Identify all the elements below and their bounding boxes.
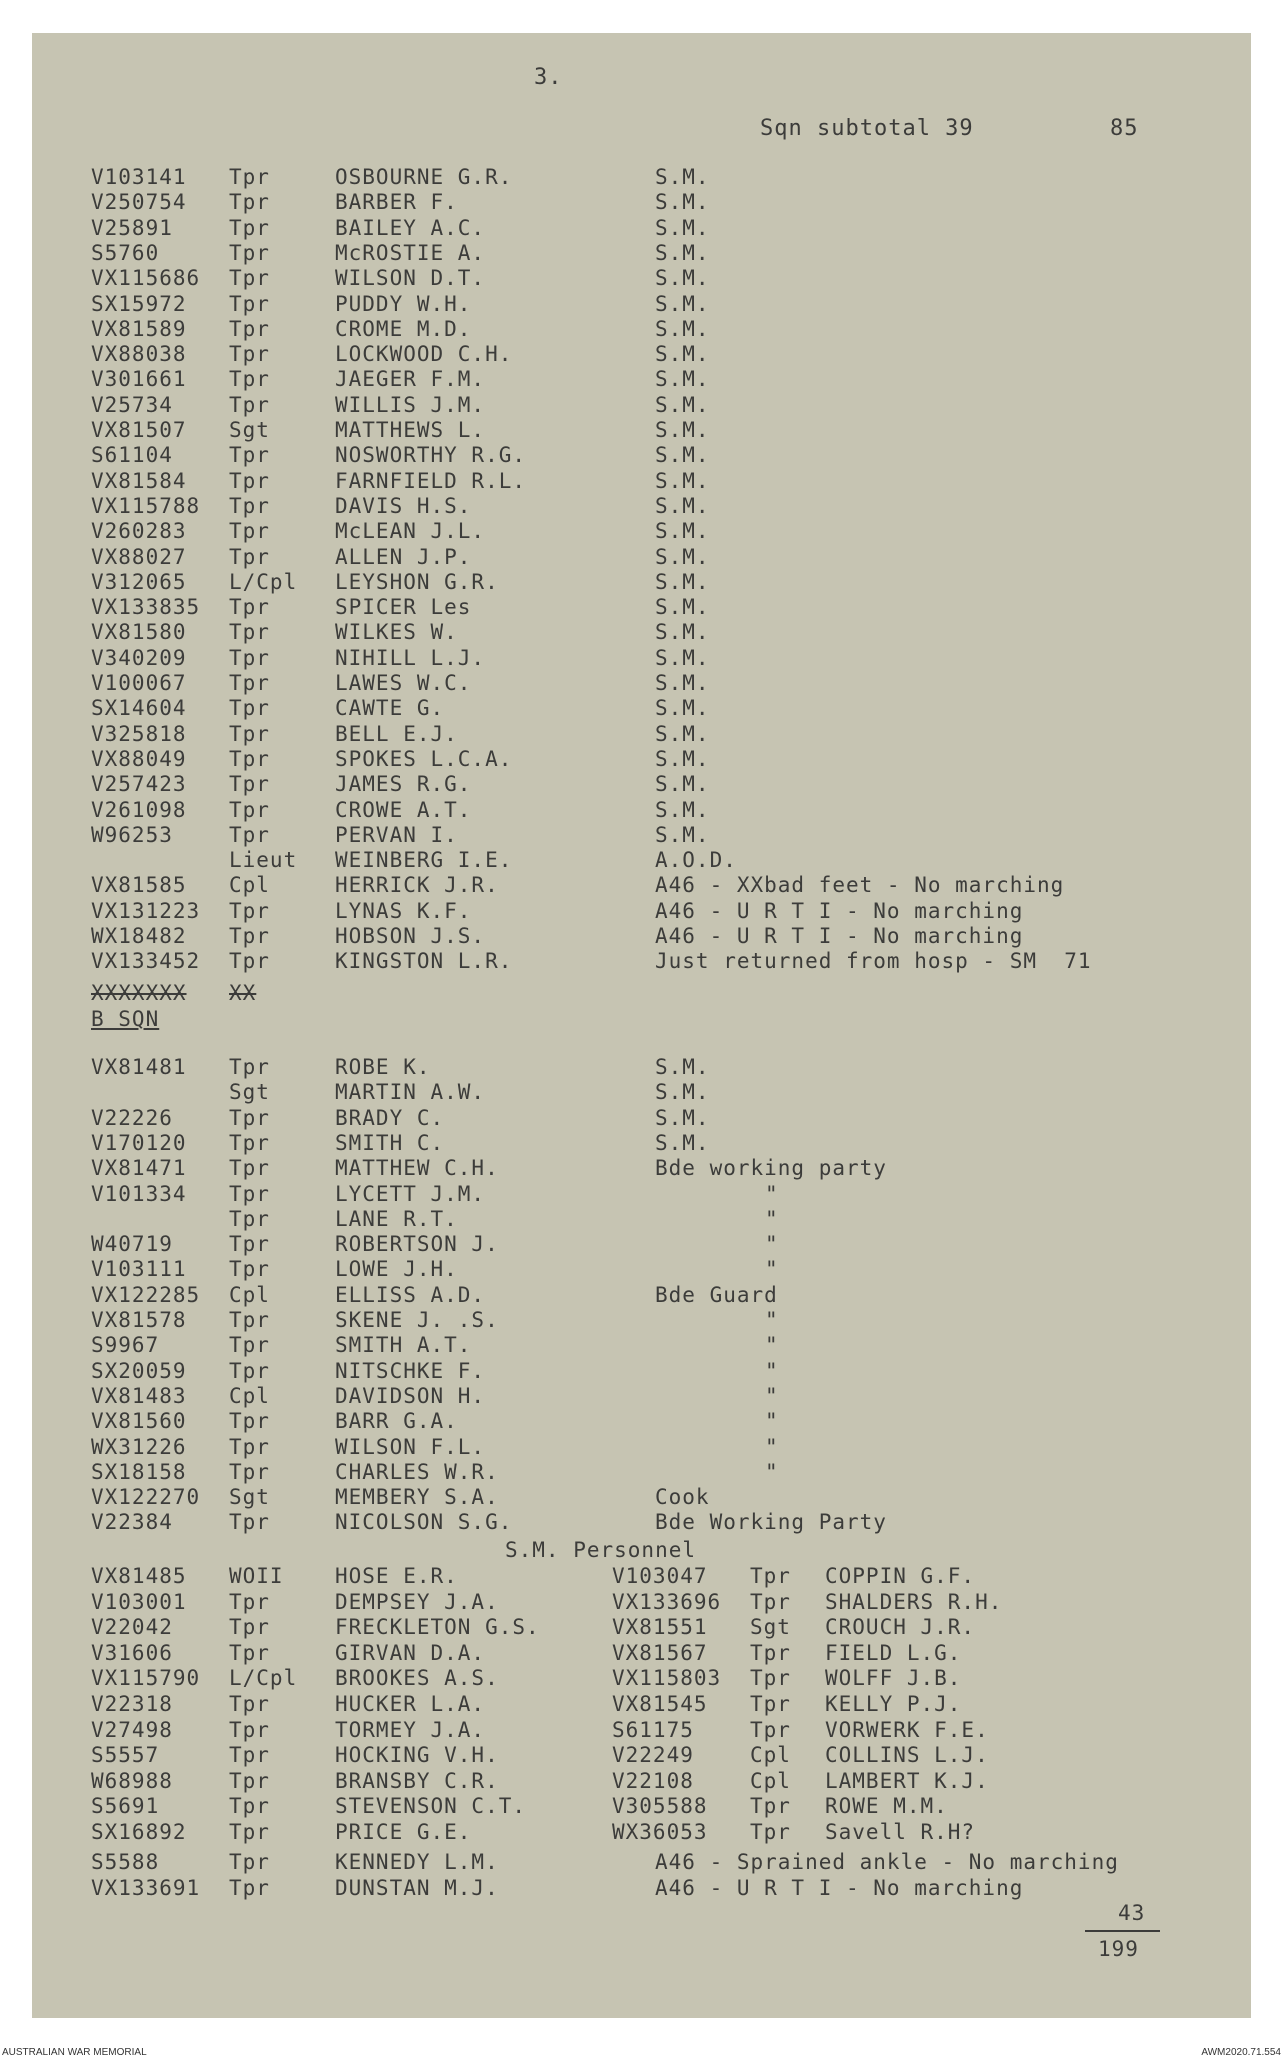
rank: Tpr	[750, 1564, 791, 1588]
service-number: V325818	[91, 721, 187, 746]
rank: Tpr	[229, 1640, 270, 1665]
soldier-name: PRICE G.E.	[335, 1820, 472, 1844]
service-number: VX81567	[612, 1640, 708, 1665]
service-number: VX88027	[91, 544, 187, 569]
soldier-name: ROBE K.	[335, 1055, 431, 1079]
duty-status: S.M.	[655, 367, 710, 392]
duty-status: Just returned from hosp - SM 71	[655, 949, 1092, 974]
soldier-name: FRECKLETON G.S.	[335, 1615, 540, 1640]
rank: Tpr	[229, 1794, 270, 1819]
rank: Tpr	[229, 392, 270, 417]
service-number: V301661	[91, 367, 187, 392]
service-number: V101334	[91, 1181, 187, 1206]
soldier-name: McLEAN J.L.	[335, 519, 486, 544]
duty-status: S.M.	[655, 215, 710, 240]
service-number: V312065	[91, 569, 187, 594]
duty-status: "	[765, 1308, 779, 1332]
soldier-name: WILSON F.L.	[335, 1434, 486, 1459]
service-number: VX115788	[91, 493, 201, 518]
service-number: W96253	[91, 822, 173, 847]
service-number: VX133452	[91, 949, 201, 974]
soldier-name: JAMES R.G.	[335, 772, 472, 797]
page-number: 3.	[534, 65, 563, 90]
soldier-name: MARTIN A.W.	[335, 1080, 486, 1105]
duty-status: "	[765, 1383, 779, 1408]
soldier-name: NOSWORTHY R.G.	[335, 443, 527, 468]
duty-status: S.M.	[655, 772, 710, 797]
service-number: S61104	[91, 443, 173, 468]
section-b-title: B SQN	[91, 1007, 160, 1031]
rank: Tpr	[229, 1257, 270, 1282]
rank: Tpr	[229, 746, 270, 771]
duty-status: "	[765, 1409, 779, 1434]
soldier-name: WILKES W.	[335, 620, 458, 645]
rank: Tpr	[229, 342, 270, 367]
soldier-name: MATTHEWS L.	[335, 418, 486, 442]
rank: Tpr	[229, 240, 270, 265]
soldier-name: SPICER Les	[335, 595, 472, 620]
service-number: VX81580	[91, 620, 187, 645]
soldier-name: ALLEN J.P.	[335, 544, 472, 569]
duty-status: S.M.	[655, 468, 710, 493]
duty-status: S.M.	[655, 595, 710, 620]
service-number: VX122270	[91, 1485, 201, 1510]
rank: Tpr	[229, 544, 270, 569]
service-number: V103141	[91, 165, 187, 189]
soldier-name: CAWTE G.	[335, 696, 445, 721]
service-number: V103111	[91, 1257, 187, 1282]
soldier-name: CROME M.D.	[335, 316, 472, 341]
rank: Cpl	[750, 1743, 791, 1768]
service-number: VX115790	[91, 1666, 201, 1691]
soldier-name: LAWES W.C.	[335, 671, 472, 695]
soldier-name: SKENE J. .S.	[335, 1308, 499, 1332]
rank: Sgt	[229, 418, 270, 442]
rank: Tpr	[229, 696, 270, 721]
duty-status: "	[765, 1206, 779, 1231]
soldier-name: LYCETT J.M.	[335, 1181, 486, 1206]
duty-status: A46 - U R T I - No marching	[655, 924, 1024, 948]
service-number: VX88049	[91, 746, 187, 771]
soldier-name: JAEGER F.M.	[335, 367, 486, 392]
duty-status: S.M.	[655, 1080, 710, 1105]
duty-status: S.M.	[655, 671, 710, 695]
duty-status: S.M.	[655, 544, 710, 569]
service-number: VX115686	[91, 266, 201, 291]
service-number: VX81589	[91, 316, 187, 341]
soldier-name: KINGSTON L.R.	[335, 949, 513, 974]
duty-status: "	[765, 1181, 779, 1206]
soldier-name: NITSCHKE F.	[335, 1358, 486, 1383]
duty-status: A46 - XXbad feet - No marching	[655, 873, 1065, 898]
soldier-name: HOCKING V.H.	[335, 1743, 499, 1768]
duty-status: S.M.	[655, 240, 710, 265]
rank: Tpr	[229, 1510, 270, 1535]
rank: Tpr	[229, 1232, 270, 1257]
service-number: V22042	[91, 1615, 173, 1640]
duty-status: Bde Guard	[655, 1282, 778, 1307]
rank: Tpr	[229, 595, 270, 620]
service-number: V22226	[91, 1105, 173, 1130]
soldier-name: BRADY C.	[335, 1105, 445, 1130]
rank: Tpr	[229, 443, 270, 468]
soldier-name: FIELD L.G.	[825, 1640, 962, 1665]
soldier-name: BARBER F.	[335, 190, 458, 215]
soldier-name: ROWE M.M.	[825, 1794, 948, 1819]
service-number: VX81584	[91, 468, 187, 493]
rank: Tpr	[229, 468, 270, 493]
rank: Tpr	[229, 493, 270, 518]
total-upper: 43	[1118, 1901, 1146, 1925]
rank: Sgt	[750, 1615, 791, 1640]
service-number: W68988	[91, 1768, 173, 1793]
rank: Tpr	[229, 266, 270, 291]
footer-left: AUSTRALIAN WAR MEMORIAL	[2, 2047, 147, 2058]
rank: Cpl	[229, 1282, 270, 1307]
duty-status: S.M.	[655, 519, 710, 544]
rank: Tpr	[229, 1333, 270, 1358]
rank: L/Cpl	[229, 569, 298, 594]
soldier-name: BAILEY A.C.	[335, 215, 486, 240]
soldier-name: LEYSHON G.R.	[335, 569, 499, 594]
soldier-name: DAVIDSON H.	[335, 1383, 486, 1408]
subtotal-label: Sqn subtotal 39	[760, 116, 974, 141]
rank: Tpr	[750, 1820, 791, 1844]
rank: Tpr	[750, 1589, 791, 1614]
rank: Tpr	[229, 949, 270, 974]
service-number: V25734	[91, 392, 173, 417]
service-number: S5691	[91, 1794, 160, 1819]
service-number: SX14604	[91, 696, 187, 721]
service-number: VX81481	[91, 1055, 187, 1079]
rank: Tpr	[229, 165, 270, 189]
service-number: V257423	[91, 772, 187, 797]
soldier-name: BELL E.J.	[335, 721, 458, 746]
service-number: V22249	[612, 1743, 694, 1768]
service-number: VX81585	[91, 873, 187, 898]
service-number: VX131223	[91, 898, 201, 923]
duty-status: Cook	[655, 1485, 710, 1510]
duty-status: S.M.	[655, 418, 710, 442]
rank: Tpr	[229, 1743, 270, 1768]
service-number: V100067	[91, 671, 187, 695]
rank: Cpl	[229, 1383, 270, 1408]
service-number: V250754	[91, 190, 187, 215]
service-number: S5588	[91, 1850, 160, 1874]
service-number: V22318	[91, 1692, 173, 1716]
rank: Tpr	[229, 1717, 270, 1742]
service-number: W40719	[91, 1232, 173, 1257]
duty-status: S.M.	[655, 493, 710, 518]
service-number: V22384	[91, 1510, 173, 1535]
duty-status: S.M.	[655, 696, 710, 721]
service-number: VX115803	[612, 1666, 722, 1691]
subtotal-count: 85	[1110, 116, 1139, 141]
soldier-name: NIHILL L.J.	[335, 645, 486, 670]
duty-status: S.M.	[655, 190, 710, 215]
rank: Tpr	[229, 671, 270, 695]
duty-status: Bde working party	[655, 1156, 887, 1181]
rank: Tpr	[750, 1717, 791, 1742]
soldier-name: KENNEDY L.M.	[335, 1850, 499, 1874]
soldier-name: SPOKES L.C.A.	[335, 746, 513, 771]
service-number: S61175	[612, 1717, 694, 1742]
soldier-name: WILSON D.T.	[335, 266, 486, 291]
duty-status: S.M.	[655, 746, 710, 771]
duty-status: S.M.	[655, 721, 710, 746]
soldier-name: SMITH C.	[335, 1130, 445, 1155]
duty-status: S.M.	[655, 1130, 710, 1155]
rank: Tpr	[229, 772, 270, 797]
rank: Tpr	[229, 1768, 270, 1793]
duty-status: A46 - U R T I - No marching	[655, 898, 1024, 923]
soldier-name: ROBERTSON J.	[335, 1232, 499, 1257]
duty-status: S.M.	[655, 1055, 710, 1079]
rank: Sgt	[229, 1080, 270, 1105]
rank: Tpr	[229, 215, 270, 240]
service-number: VX81485	[91, 1564, 187, 1588]
soldier-name: DUNSTAN M.J.	[335, 1875, 499, 1900]
soldier-name: HERRICK J.R.	[335, 873, 499, 898]
soldier-name: LOWE J.H.	[335, 1257, 458, 1282]
soldier-name: HOBSON J.S.	[335, 924, 486, 948]
soldier-name: HUCKER L.A.	[335, 1692, 486, 1716]
service-number: S5557	[91, 1743, 160, 1768]
rank: Tpr	[750, 1640, 791, 1665]
duty-status: S.M.	[655, 569, 710, 594]
service-number: V27498	[91, 1717, 173, 1742]
soldier-name: MATTHEW C.H.	[335, 1156, 499, 1181]
rank: Tpr	[229, 1434, 270, 1459]
service-number: VX133696	[612, 1589, 722, 1614]
personnel-title: S.M. Personnel	[505, 1538, 697, 1562]
duty-status: S.M.	[655, 443, 710, 468]
rank: Tpr	[229, 190, 270, 215]
soldier-name: WEINBERG I.E.	[335, 848, 513, 873]
soldier-name: CROWE A.T.	[335, 797, 472, 822]
service-number: SX20059	[91, 1358, 187, 1383]
rank: Lieut	[229, 848, 298, 873]
soldier-name: BROOKES A.S.	[335, 1666, 499, 1691]
soldier-name: TORMEY J.A.	[335, 1717, 486, 1742]
duty-status: S.M.	[655, 822, 710, 847]
rank: Tpr	[229, 898, 270, 923]
service-number: VX122285	[91, 1282, 201, 1307]
rank: Sgt	[229, 1485, 270, 1510]
soldier-name: BRANSBY C.R.	[335, 1768, 499, 1793]
soldier-name: BARR G.A.	[335, 1409, 458, 1434]
soldier-name: SMITH A.T.	[335, 1333, 472, 1358]
duty-status: "	[765, 1358, 779, 1383]
soldier-name: FARNFIELD R.L.	[335, 468, 527, 493]
soldier-name: OSBOURNE G.R.	[335, 165, 513, 189]
rank: Tpr	[229, 291, 270, 316]
rank: Tpr	[229, 1615, 270, 1640]
duty-status: "	[765, 1459, 779, 1484]
service-number: VX81551	[612, 1615, 708, 1640]
soldier-name: MEMBERY S.A.	[335, 1485, 499, 1510]
rank: Tpr	[229, 1692, 270, 1716]
rank: Tpr	[229, 1589, 270, 1614]
service-number: VX81483	[91, 1383, 187, 1408]
duty-status: S.M.	[655, 620, 710, 645]
soldier-name: WOLFF J.B.	[825, 1666, 962, 1691]
duty-status: "	[765, 1257, 779, 1282]
rank: Tpr	[229, 797, 270, 822]
soldier-name: CROUCH J.R.	[825, 1615, 976, 1640]
service-number: VX133835	[91, 595, 201, 620]
soldier-name: KELLY P.J.	[825, 1692, 962, 1716]
service-number: VX81507	[91, 418, 187, 442]
service-number: V261098	[91, 797, 187, 822]
rank: Tpr	[229, 1875, 270, 1900]
rank: Tpr	[750, 1692, 791, 1716]
soldier-name: GIRVAN D.A.	[335, 1640, 486, 1665]
duty-status: S.M.	[655, 316, 710, 341]
service-number: WX31226	[91, 1434, 187, 1459]
service-number: VX81545	[612, 1692, 708, 1716]
duty-status: S.M.	[655, 1105, 710, 1130]
service-number: V22108	[612, 1768, 694, 1793]
service-number: V305588	[612, 1794, 708, 1819]
rank: Tpr	[229, 1459, 270, 1484]
rank: Tpr	[229, 1130, 270, 1155]
rank: Tpr	[229, 1308, 270, 1332]
soldier-name: STEVENSON C.T.	[335, 1794, 527, 1819]
soldier-name: NICOLSON S.G.	[335, 1510, 513, 1535]
rank: Tpr	[229, 519, 270, 544]
duty-status: S.M.	[655, 797, 710, 822]
service-number: VX88038	[91, 342, 187, 367]
soldier-name: COLLINS L.J.	[825, 1743, 989, 1768]
service-number: V170120	[91, 1130, 187, 1155]
soldier-name: LOCKWOOD C.H.	[335, 342, 513, 367]
soldier-name: McROSTIE A.	[335, 240, 486, 265]
soldier-name: WILLIS J.M.	[335, 392, 486, 417]
service-number: V25891	[91, 215, 173, 240]
soldier-name: HOSE E.R.	[335, 1564, 458, 1588]
service-number: SX15972	[91, 291, 187, 316]
rank: Tpr	[229, 1820, 270, 1844]
rank: Tpr	[229, 1181, 270, 1206]
duty-status: "	[765, 1333, 779, 1358]
service-number: VX81560	[91, 1409, 187, 1434]
rank: Tpr	[229, 822, 270, 847]
duty-status: Bde Working Party	[655, 1510, 887, 1535]
service-number: V31606	[91, 1640, 173, 1665]
service-number: SX18158	[91, 1459, 187, 1484]
soldier-name: CHARLES W.R.	[335, 1459, 499, 1484]
total-lower: 199	[1098, 1937, 1139, 1961]
soldier-name: DEMPSEY J.A.	[335, 1589, 499, 1614]
soldier-name: DAVIS H.S.	[335, 493, 472, 518]
duty-status: A46 - U R T I - No marching	[655, 1875, 1024, 1900]
rank: Cpl	[750, 1768, 791, 1793]
service-number: VX133691	[91, 1875, 201, 1900]
rank: L/Cpl	[229, 1666, 298, 1691]
duty-status: S.M.	[655, 165, 710, 189]
rank: Tpr	[229, 316, 270, 341]
rank: Tpr	[229, 1105, 270, 1130]
service-number: WX36053	[612, 1820, 708, 1844]
total-rule	[1085, 1930, 1160, 1932]
duty-status: A46 - Sprained ankle - No marching	[655, 1850, 1119, 1874]
rank: Tpr	[229, 620, 270, 645]
struck-rank: XX	[229, 981, 257, 1005]
rank: Tpr	[229, 721, 270, 746]
rank: Tpr	[229, 1055, 270, 1079]
rank: Tpr	[229, 1850, 270, 1874]
rank: Tpr	[229, 367, 270, 392]
rank: Cpl	[229, 873, 270, 898]
service-number: V103001	[91, 1589, 187, 1614]
rank: Tpr	[229, 1358, 270, 1383]
rank: Tpr	[229, 645, 270, 670]
soldier-name: SHALDERS R.H.	[825, 1589, 1003, 1614]
service-number: VX81578	[91, 1308, 187, 1332]
soldier-name: VORWERK F.E.	[825, 1717, 989, 1742]
soldier-name: LANE R.T.	[335, 1206, 458, 1231]
soldier-name: LAMBERT K.J.	[825, 1768, 989, 1793]
service-number: SX16892	[91, 1820, 187, 1844]
duty-status: S.M.	[655, 291, 710, 316]
footer-right: AWM2020.71.554	[1201, 2047, 1281, 2058]
struck-service-number: XXXXXXX	[91, 981, 187, 1005]
rank: Tpr	[229, 1409, 270, 1434]
soldier-name: LYNAS K.F.	[335, 898, 472, 923]
service-number: WX18482	[91, 924, 187, 948]
service-number: VX81471	[91, 1156, 187, 1181]
duty-status: S.M.	[655, 392, 710, 417]
rank: Tpr	[750, 1666, 791, 1691]
rank: WOII	[229, 1564, 284, 1588]
service-number: V340209	[91, 645, 187, 670]
soldier-name: PERVAN I.	[335, 822, 458, 847]
duty-status: A.O.D.	[655, 848, 737, 873]
service-number: V103047	[612, 1564, 708, 1588]
rank: Tpr	[229, 1206, 270, 1231]
soldier-name: ELLISS A.D.	[335, 1282, 486, 1307]
duty-status: "	[765, 1434, 779, 1459]
rank: Tpr	[229, 924, 270, 948]
soldier-name: COPPIN G.F.	[825, 1564, 976, 1588]
rank: Tpr	[750, 1794, 791, 1819]
rank: Tpr	[229, 1156, 270, 1181]
duty-status: S.M.	[655, 266, 710, 291]
service-number: S9967	[91, 1333, 160, 1358]
service-number: V260283	[91, 519, 187, 544]
service-number: S5760	[91, 240, 160, 265]
soldier-name: Savell R.H?	[825, 1820, 976, 1844]
soldier-name: PUDDY W.H.	[335, 291, 472, 316]
duty-status: S.M.	[655, 645, 710, 670]
duty-status: "	[765, 1232, 779, 1257]
duty-status: S.M.	[655, 342, 710, 367]
